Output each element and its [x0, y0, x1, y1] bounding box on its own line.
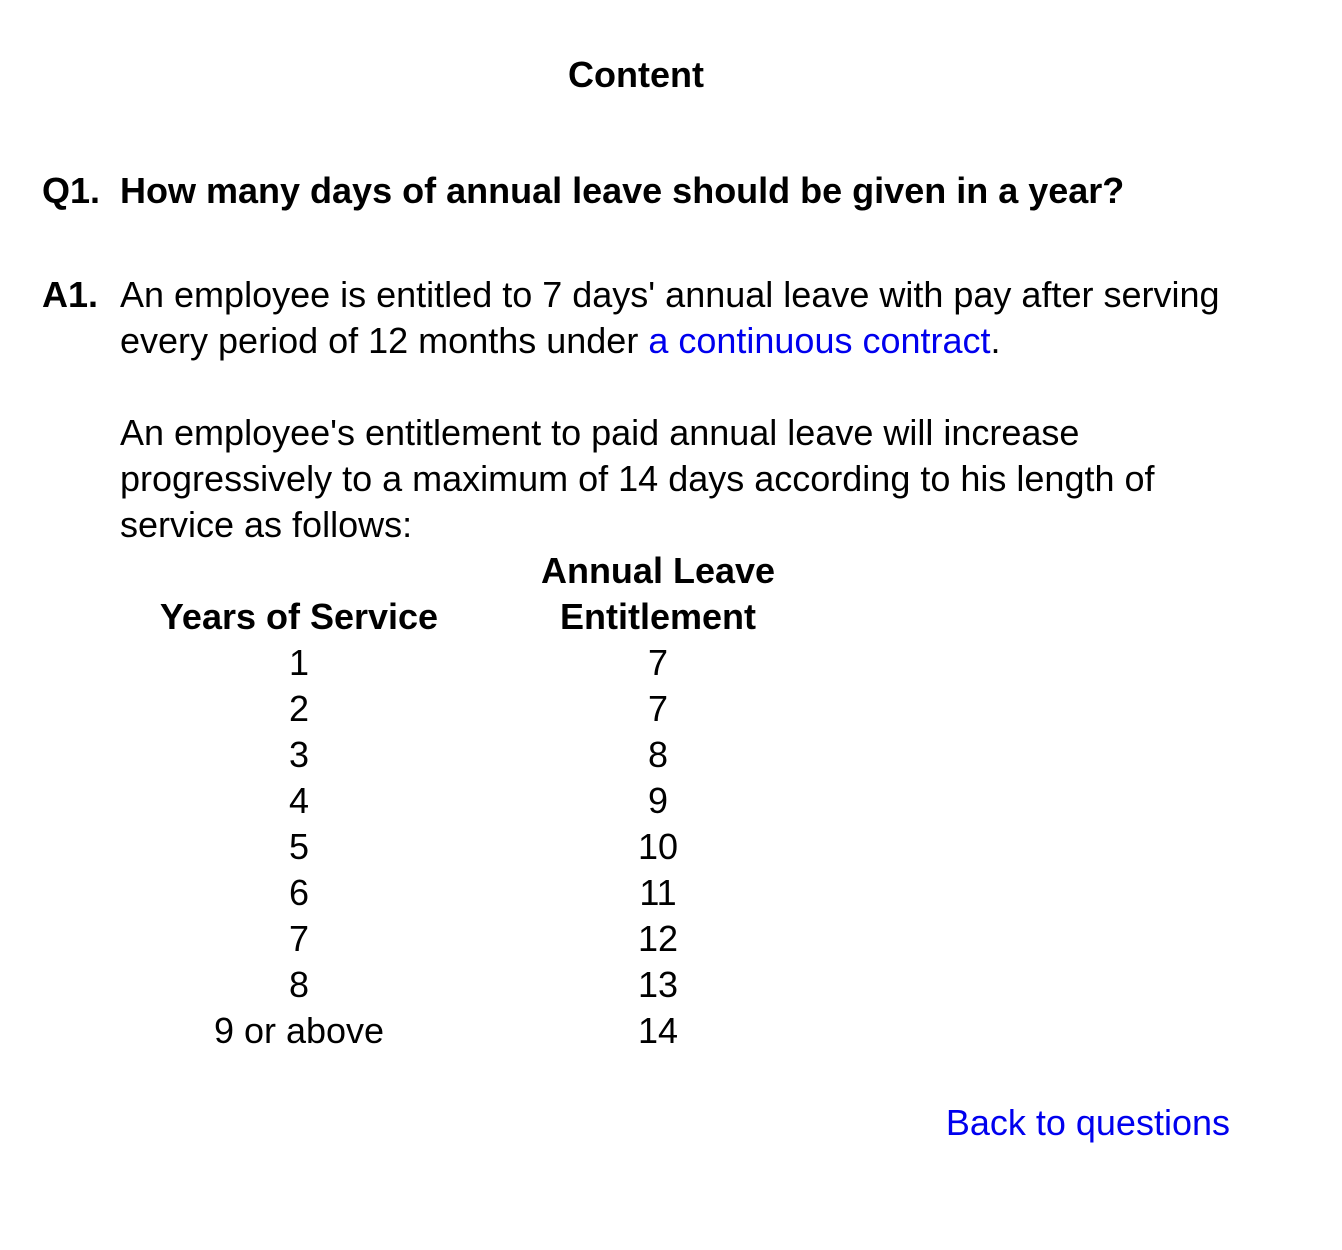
days-cell: 11	[639, 872, 677, 913]
answer-paragraph-1-text: An employee is entitled to 7 days' annual leave with pay after serving every period of 12 months under	[120, 274, 1220, 361]
table-row	[120, 962, 838, 1008]
days-cell: 7	[647, 688, 669, 729]
days-cell: 9	[647, 780, 669, 821]
question-text: How many days of annual leave should be given in a year?	[120, 170, 1125, 211]
years-cell: 4	[288, 780, 310, 821]
days-cell: 14	[637, 1010, 679, 1051]
table-row	[120, 824, 838, 870]
table-header-row	[120, 548, 838, 640]
answer-number: A1.	[42, 274, 99, 315]
table-row	[120, 870, 838, 916]
back-to-questions-link[interactable]: Back to questions	[945, 1102, 1230, 1143]
days-cell: 7	[647, 642, 669, 683]
years-cell: 3	[288, 734, 310, 775]
answer-block	[42, 272, 1242, 1054]
years-cell: 2	[288, 688, 310, 729]
question-number: Q1.	[42, 170, 101, 211]
entitlement-header-line-1: Annual Leave	[540, 550, 776, 591]
entitlement-header-line-2: Entitlement	[559, 596, 756, 637]
table-row	[120, 640, 838, 686]
days-cell: 8	[647, 734, 669, 775]
days-cell: 10	[637, 826, 679, 867]
continuous-contract-link[interactable]: a continuous contract	[648, 320, 991, 361]
days-cell: 13	[637, 964, 679, 1005]
leave-entitlement-table	[120, 548, 838, 1054]
answer-paragraph-1	[120, 272, 1230, 364]
years-cell: 7	[288, 918, 310, 959]
table-row	[120, 1008, 838, 1054]
years-cell: 1	[288, 642, 310, 683]
years-of-service-header: Years of Service	[159, 596, 439, 637]
answer-paragraph-2: An employee's entitlement to paid annual leave will increase progressively to a maximum of 14 days according to his length of service as follows:	[120, 412, 1155, 545]
years-cell: 6	[288, 872, 310, 913]
table-row	[120, 686, 838, 732]
years-cell: 9 or above	[213, 1010, 385, 1051]
table-row	[120, 778, 838, 824]
answer-body	[120, 272, 1230, 1054]
years-cell: 8	[288, 964, 310, 1005]
question-block	[42, 168, 1242, 214]
years-cell: 5	[288, 826, 310, 867]
annual-leave-entitlement-header	[478, 548, 838, 640]
answer-paragraph-1-end: .	[990, 320, 1001, 361]
page-title: Content	[568, 54, 704, 95]
table-row	[120, 732, 838, 778]
table-row	[120, 916, 838, 962]
days-cell: 12	[637, 918, 679, 959]
